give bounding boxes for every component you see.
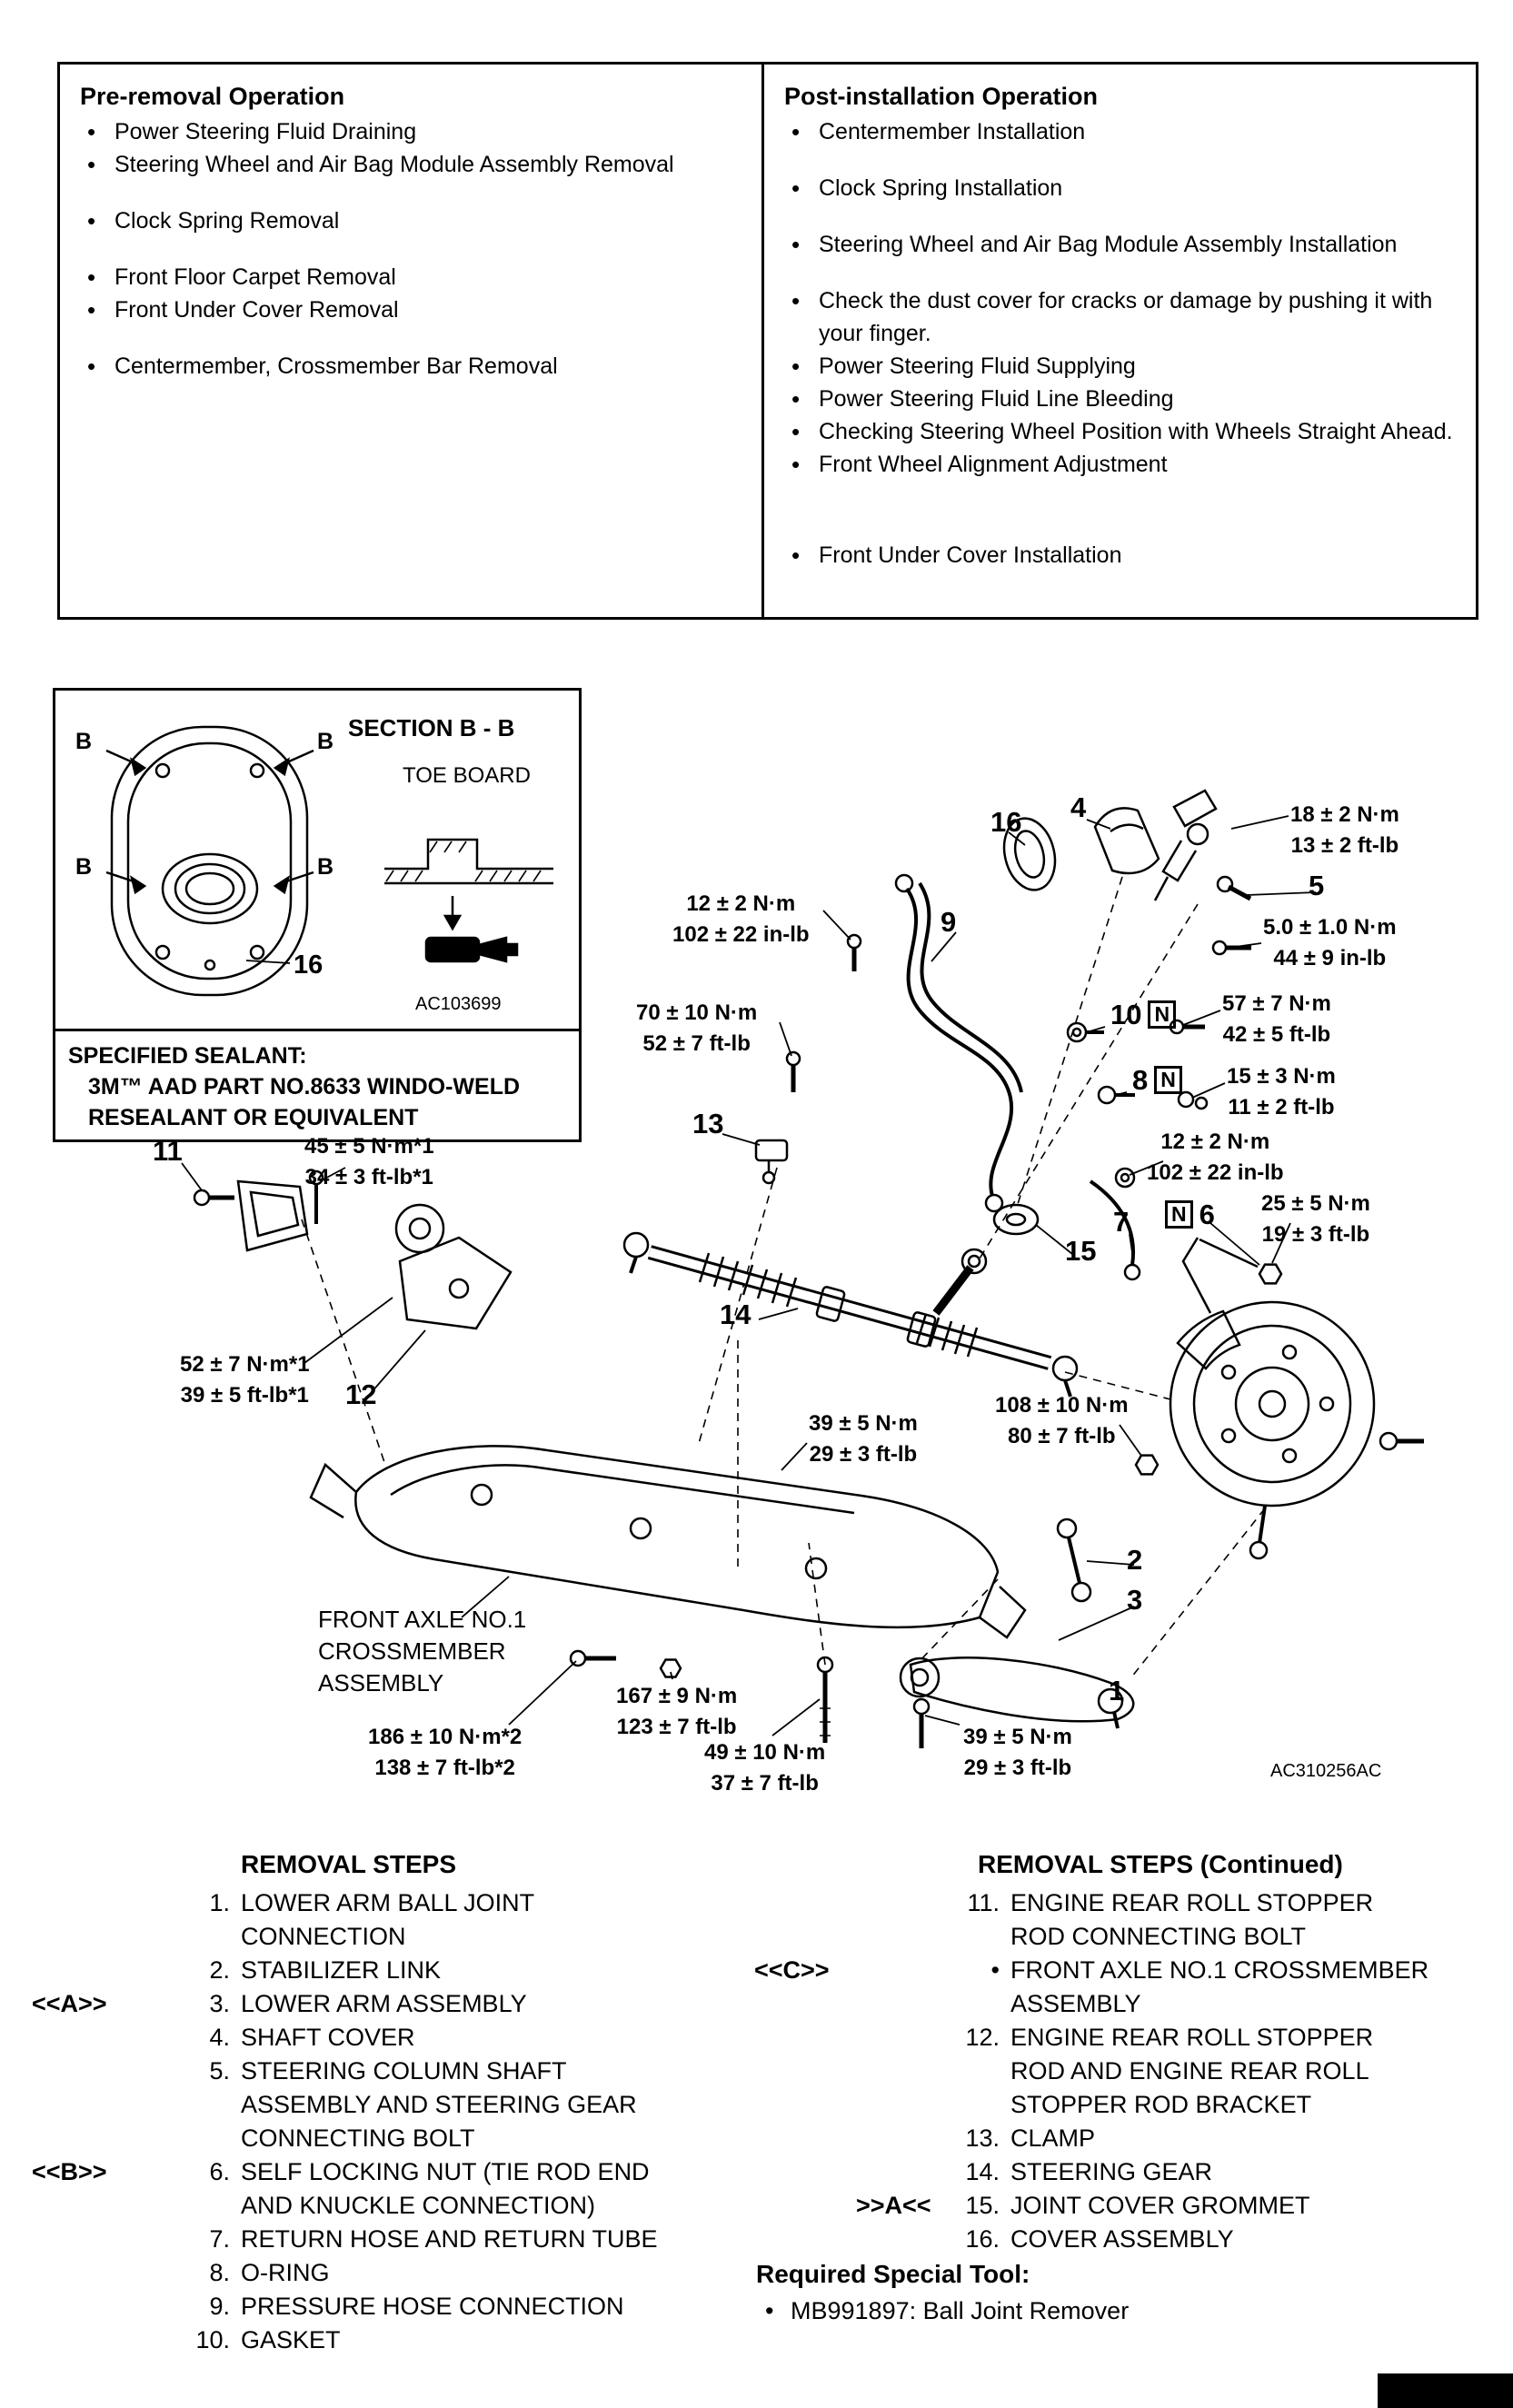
pre-removal-column (60, 65, 761, 617)
torque-line: 25 ± 5 N·m (1261, 1191, 1370, 1216)
torque-line: 13 ± 2 ft-lb (1290, 833, 1399, 858)
step-row (754, 1886, 1499, 1920)
step-row (32, 2189, 759, 2223)
pre-removal-item: • Power Steering Fluid Draining (80, 115, 745, 148)
torque-label (1222, 989, 1331, 1050)
step-text: O-RING (241, 2259, 330, 2286)
step-text: CONNECTION (241, 1923, 406, 1950)
grommet-drawing (994, 1205, 1038, 1234)
torque-line: 12 ± 2 N·m (686, 891, 796, 916)
step-row (754, 2021, 1499, 2055)
torque-line: 42 ± 5 ft-lb (1222, 1022, 1331, 1047)
step-number (949, 2055, 1000, 2088)
step-text: ASSEMBLY AND STEERING GEAR (241, 2091, 637, 2118)
step-text: FRONT AXLE NO.1 CROSSMEMBER (1010, 1956, 1429, 1984)
step-number: 1. (209, 1889, 230, 1916)
torque-line: 102 ± 22 in-lb (672, 922, 810, 947)
torque-line: 18 ± 2 N·m (1290, 802, 1399, 827)
step-marker (754, 2088, 845, 2122)
step-row (32, 2256, 759, 2290)
step-marker (32, 1886, 159, 1920)
step-marker (856, 1987, 938, 2021)
step-row (32, 2021, 759, 2055)
torque-line: 45 ± 5 N·m*1 (304, 1134, 434, 1159)
n-box: N (1148, 1000, 1176, 1029)
callout-7: 7 (1113, 1206, 1130, 1238)
step-marker (32, 2021, 159, 2055)
step-marker (754, 2122, 845, 2155)
callout-number: 10 (1110, 999, 1142, 1030)
torque-line: 70 ± 10 N·m (636, 1000, 758, 1025)
callout-3: 3 (1127, 1584, 1143, 1616)
torque-line: 108 ± 10 N·m (995, 1393, 1129, 1418)
step-number (949, 1920, 1000, 1954)
step-number: 3. (209, 1990, 230, 2017)
knuckle-disc-drawing (1170, 1238, 1424, 1558)
callout-1: 1 (1109, 1675, 1125, 1706)
step-marker (754, 1886, 845, 1920)
post-installation-item: • Front Under Cover Installation (784, 539, 1459, 572)
callout-16-inset: 16 (294, 950, 324, 980)
step-text: CONNECTING BOLT (241, 2124, 475, 2152)
step-row (754, 2189, 1499, 2223)
section-b-mark: B (317, 729, 334, 754)
step-text: STABILIZER LINK (241, 1956, 442, 1984)
removal-steps-left (32, 1845, 759, 2357)
step-number: 16. (965, 2225, 1000, 2253)
torque-line: 15 ± 3 N·m (1227, 1064, 1336, 1089)
callout-4: 4 (1070, 791, 1087, 823)
step-text: LOWER ARM BALL JOINT (241, 1889, 535, 1916)
step-text: STEERING COLUMN SHAFT (241, 2057, 567, 2085)
torque-label (704, 1737, 825, 1799)
step-marker: <<A>> (32, 1990, 107, 2017)
step-marker (856, 2122, 938, 2155)
roll-stopper-rod-drawing (396, 1205, 511, 1328)
post-installation-item: • Front Wheel Alignment Adjustment (784, 448, 1459, 481)
torque-line: 11 ± 2 ft-lb (1228, 1095, 1335, 1119)
steering-gear-drawing (624, 1233, 1077, 1397)
step-number: 12. (965, 2024, 1000, 2051)
label-line: CROSSMEMBER (318, 1637, 506, 1665)
step-marker (856, 2223, 938, 2256)
callout-12: 12 (345, 1378, 377, 1410)
step-number (170, 2122, 230, 2155)
torque-line: 29 ± 3 ft-lb (809, 1442, 918, 1467)
n-box: N (1165, 1200, 1193, 1229)
callout-14: 14 (720, 1299, 752, 1330)
step-row (754, 2055, 1499, 2088)
step-row (32, 1987, 759, 2021)
pre-removal-item: • Front Under Cover Removal (80, 294, 745, 326)
step-marker (856, 1886, 938, 1920)
step-number (170, 2088, 230, 2122)
step-text: ASSEMBLY (1010, 1990, 1141, 2017)
step-row (32, 2223, 759, 2256)
step-number: 8. (209, 2259, 230, 2286)
section-b-mark: B (317, 854, 334, 880)
step-number: • (990, 1956, 1000, 1984)
torque-label (963, 1722, 1072, 1784)
step-marker (754, 1920, 845, 1954)
section-b-mark: B (75, 729, 93, 754)
torque-label (995, 1390, 1129, 1452)
step-row (32, 2323, 759, 2357)
post-installation-item: • Check the dust cover for cracks or damage by pushing it with your finger. (784, 284, 1459, 350)
post-installation-title: Post-installation Operation (784, 83, 1099, 110)
removal-steps-continued-title: REMOVAL STEPS (Continued) (978, 1850, 1343, 1878)
figure-code-inset: AC103699 (415, 994, 502, 1014)
step-text: PRESSURE HOSE CONNECTION (241, 2293, 624, 2320)
torque-line: 44 ± 9 in-lb (1273, 946, 1387, 970)
post-installation-item: • Power Steering Fluid Supplying (784, 350, 1459, 383)
step-number (170, 1920, 230, 1954)
column-shaft-drawing (1155, 791, 1251, 954)
callout-13: 13 (692, 1108, 724, 1139)
pre-removal-item: • Centermember, Crossmember Bar Removal (80, 350, 745, 383)
special-tool-title: Required Special Tool: (756, 2260, 1030, 2288)
torque-line: 57 ± 7 N·m (1222, 991, 1331, 1016)
step-text: COVER ASSEMBLY (1010, 2225, 1234, 2253)
step-row (754, 1954, 1499, 1987)
callout-11: 11 (153, 1135, 183, 1167)
step-marker (32, 1920, 159, 1954)
torque-label (368, 1722, 522, 1784)
torque-line: 39 ± 5 N·m (963, 1725, 1072, 1749)
step-marker (754, 2189, 845, 2223)
step-number: 5. (209, 2057, 230, 2085)
step-marker (32, 2290, 159, 2323)
torque-line: 49 ± 10 N·m (704, 1740, 826, 1765)
section-title: SECTION B - B (348, 714, 515, 741)
torque-label (636, 998, 757, 1060)
assembly-dashed-lines (302, 877, 1265, 1677)
torque-label (1227, 1061, 1336, 1123)
torque-label (1263, 912, 1397, 974)
step-text: LOWER ARM ASSEMBLY (241, 1990, 527, 2017)
step-marker (32, 2122, 159, 2155)
step-marker (754, 2155, 845, 2189)
step-number (170, 2189, 230, 2223)
step-row (754, 2223, 1499, 2256)
pre-removal-item: • Clock Spring Removal (80, 204, 745, 237)
step-marker: <<B>> (32, 2158, 107, 2185)
step-number: 9. (209, 2293, 230, 2320)
torque-line: 52 ± 7 N·m*1 (180, 1352, 310, 1377)
step-marker (856, 2088, 938, 2122)
torque-label (180, 1349, 310, 1411)
required-special-tool (756, 2255, 1129, 2328)
callout-5: 5 (1309, 870, 1325, 901)
torque-label (1261, 1189, 1370, 1250)
step-text: ENGINE REAR ROLL STOPPER (1010, 1889, 1374, 1916)
step-marker (754, 1987, 845, 2021)
step-text: AND KNUCKLE CONNECTION) (241, 2192, 596, 2219)
step-text: JOINT COVER GROMMET (1010, 2192, 1310, 2219)
step-marker (856, 2055, 938, 2088)
step-text: ENGINE REAR ROLL STOPPER (1010, 2024, 1374, 2051)
callout-number: 6 (1199, 1199, 1215, 1230)
torque-line: 39 ± 5 ft-lb*1 (180, 1383, 309, 1408)
torque-line: 29 ± 3 ft-lb (963, 1756, 1072, 1780)
step-row (32, 1954, 759, 1987)
step-number: 7. (209, 2225, 230, 2253)
step-text: RETURN HOSE AND RETURN TUBE (241, 2225, 658, 2253)
torque-label (672, 889, 810, 950)
callout-2: 2 (1127, 1544, 1143, 1576)
step-marker: >>A<< (856, 2192, 931, 2219)
post-installation-item: • Checking Steering Wheel Position with Wheels Straight Ahead. (784, 415, 1459, 448)
front-axle-crossmember-label (318, 1604, 526, 1699)
removal-steps-right (754, 1845, 1499, 2256)
step-row (32, 2055, 759, 2088)
label-line: ASSEMBLY (318, 1669, 444, 1697)
step-number: 15. (965, 2192, 1000, 2219)
callout-8-n (1132, 1065, 1182, 1096)
step-text: CLAMP (1010, 2124, 1096, 2152)
step-text: GASKET (241, 2326, 341, 2353)
torque-line: 52 ± 7 ft-lb (642, 1031, 751, 1056)
torque-label (1147, 1127, 1284, 1189)
step-number: 11. (967, 1889, 1000, 1916)
torque-line: 12 ± 2 N·m (1160, 1129, 1270, 1154)
toe-board-label: TOE BOARD (403, 763, 531, 788)
post-installation-column (761, 65, 1476, 617)
step-number: 10. (195, 2326, 230, 2353)
step-marker (32, 2223, 159, 2256)
step-row (32, 1920, 759, 1954)
callout-9: 9 (941, 906, 957, 938)
sealant-title: SPECIFIED SEALANT: (68, 1043, 307, 1069)
torque-line: 80 ± 7 ft-lb (1008, 1424, 1116, 1448)
torque-line: 167 ± 9 N·m (616, 1684, 738, 1708)
torque-line: 138 ± 7 ft-lb*2 (374, 1756, 515, 1780)
step-number (949, 1987, 1000, 2021)
special-tool-item: • MB991897: Ball Joint Remover (756, 2294, 1129, 2328)
step-text: ROD CONNECTING BOLT (1010, 1923, 1307, 1950)
step-number: 13. (965, 2124, 1000, 2152)
callout-number: 8 (1132, 1064, 1149, 1096)
step-marker (32, 2256, 159, 2290)
torque-line: 5.0 ± 1.0 N·m (1263, 915, 1397, 940)
callout-10-n (1110, 1000, 1176, 1030)
step-marker (856, 1920, 938, 1954)
step-marker (32, 2055, 159, 2088)
n-box: N (1154, 1066, 1182, 1094)
post-installation-item: • Centermember Installation (784, 115, 1459, 148)
section-b-mark: B (75, 854, 93, 880)
step-marker (754, 2223, 845, 2256)
torque-label (1290, 800, 1399, 861)
removal-steps-title: REMOVAL STEPS (241, 1850, 457, 1878)
step-number: 6. (209, 2158, 230, 2185)
callout-16: 16 (990, 806, 1022, 838)
torque-line: 34 ± 3 ft-lb*1 (304, 1165, 433, 1189)
torque-label (616, 1681, 737, 1743)
step-marker (32, 2088, 159, 2122)
step-number: 2. (209, 1956, 230, 1984)
torque-line: 186 ± 10 N·m*2 (368, 1725, 523, 1749)
step-text: STOPPER ROD BRACKET (1010, 2091, 1312, 2118)
figure-code-main: AC310256AC (1270, 1761, 1382, 1781)
step-row (754, 2122, 1499, 2155)
step-text: STEERING GEAR (1010, 2158, 1213, 2185)
step-text: SELF LOCKING NUT (TIE ROD END (241, 2158, 650, 2185)
sealant-line: 3M™ AAD PART NO.8633 WINDO-WELD (88, 1074, 521, 1100)
step-number: 14. (965, 2158, 1000, 2185)
torque-line: 102 ± 22 in-lb (1147, 1160, 1284, 1185)
torque-line: 39 ± 5 N·m (809, 1411, 918, 1436)
torque-label (809, 1408, 918, 1470)
step-row (32, 1886, 759, 1920)
torque-line: 37 ± 7 ft-lb (711, 1771, 819, 1796)
step-number (949, 2088, 1000, 2122)
sealant-line: RESEALANT OR EQUIVALENT (88, 1105, 419, 1130)
step-marker (32, 2323, 159, 2357)
step-marker (754, 2055, 845, 2088)
torque-line: 19 ± 3 ft-lb (1261, 1222, 1370, 1247)
step-text: ROD AND ENGINE REAR ROLL (1010, 2057, 1369, 2085)
step-row (32, 2122, 759, 2155)
step-marker (32, 1954, 159, 1987)
step-marker (856, 2155, 938, 2189)
post-installation-item: • Steering Wheel and Air Bag Module Assembly Installation (784, 228, 1459, 261)
post-installation-item: • Power Steering Fluid Line Bleeding (784, 383, 1459, 415)
pre-removal-item: • Steering Wheel and Air Bag Module Assembly Removal (80, 148, 745, 181)
operations-box (57, 62, 1478, 620)
step-marker: <<C>> (754, 1956, 830, 1984)
roll-stopper-bracket-drawing (194, 1171, 323, 1250)
page-corner-block (1378, 2373, 1513, 2408)
step-row (32, 2088, 759, 2122)
post-installation-item: • Clock Spring Installation (784, 172, 1459, 204)
pre-removal-item: • Front Floor Carpet Removal (80, 261, 745, 294)
torque-line: 123 ± 7 ft-lb (616, 1715, 737, 1739)
label-line: FRONT AXLE NO.1 (318, 1606, 527, 1633)
pre-removal-title: Pre-removal Operation (80, 83, 345, 110)
step-text: SHAFT COVER (241, 2024, 415, 2051)
step-marker (856, 2021, 938, 2055)
step-row (754, 1920, 1499, 1954)
stabilizer-link-drawing (1058, 1519, 1090, 1601)
step-marker (856, 1954, 938, 1987)
callout-6-n (1165, 1199, 1215, 1230)
step-number: 4. (209, 2024, 230, 2051)
step-row (754, 1987, 1499, 2021)
step-row (754, 2088, 1499, 2122)
callout-15: 15 (1065, 1235, 1097, 1267)
hose-drawing (896, 875, 1021, 1211)
step-row (32, 2155, 759, 2189)
step-marker (32, 2189, 159, 2223)
torque-label (304, 1131, 434, 1193)
step-row (754, 2155, 1499, 2189)
step-marker (754, 2021, 845, 2055)
step-row (32, 2290, 759, 2323)
clamp-drawing (756, 1140, 787, 1183)
